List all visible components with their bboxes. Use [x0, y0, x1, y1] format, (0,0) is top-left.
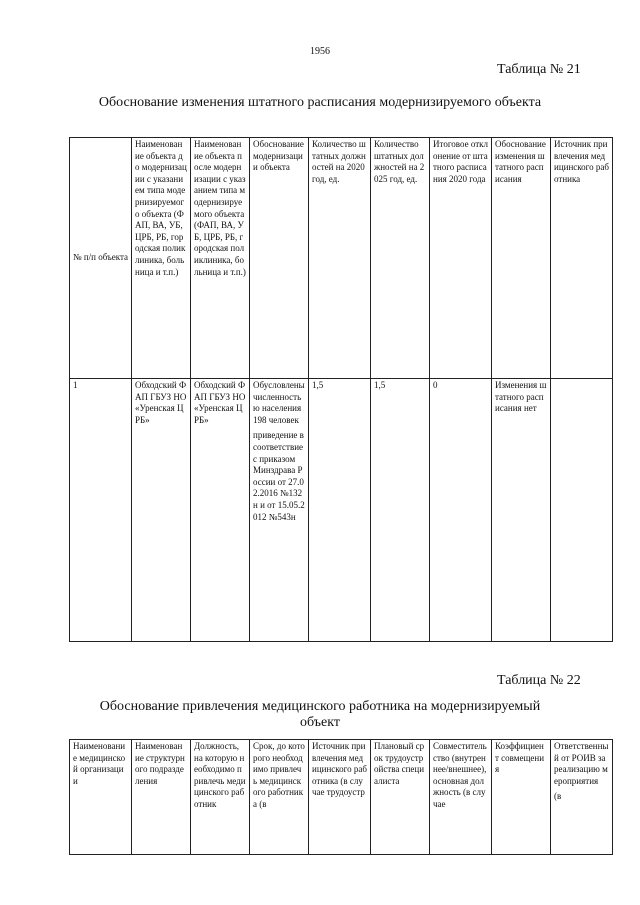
header-cell: Количество штатных должностей на 2025 год, ед.	[371, 138, 430, 379]
header-cell: Источник привлечения медицинского работника	[551, 138, 613, 379]
table-21-header-row	[70, 138, 613, 379]
table-21-title: Обоснование изменения штатного расписания модернизируемого объекта	[98, 95, 542, 110]
responsible-text: Ответственный от РОИВ за реализацию мероприятия	[554, 741, 609, 786]
header-cell: Плановый срок трудоустройства специалиста	[371, 740, 430, 855]
header-cell: Итоговое отклонение от штатного расписания 2020 года	[430, 138, 492, 379]
header-cell: Обоснование изменения штатного расписания	[492, 138, 551, 379]
header-cell: Обоснование модернизации объекта	[250, 138, 309, 379]
header-cell: Наименование структурного подразделения	[132, 740, 191, 855]
header-cell: Должность, на которую необходимо привлечь медицинского работник	[191, 740, 250, 855]
table-22-title: Обоснование привлечения медицинского работника на модернизируемый объект	[99, 699, 541, 730]
table-row	[70, 379, 613, 642]
header-cell: Совместительство (внутреннее/внешнее), основная должность (в случае	[430, 740, 492, 855]
cell-name-before: Обходский ФАП ГБУЗ НО «Уренская ЦРБ»	[132, 379, 191, 642]
table-21-label: Таблица № 21	[497, 62, 581, 77]
header-cell: Наименование объекта до модернизации с указанием типа модернизируемого объекта (ФАП, ВА, УБ, ЦРБ, РБ, городская поликлиника, больница и т.п.)	[132, 138, 191, 379]
header-cell-responsible	[551, 740, 613, 855]
cell-justification	[250, 379, 309, 642]
responsible-text-cont: (в	[554, 791, 562, 802]
header-cell: Срок, до которого необходимо привлечь медицинского работника (в	[250, 740, 309, 855]
header-cell: № п/п объекта	[70, 138, 132, 379]
justification-text-1: Обусловлены численностью населения 198 человек	[253, 380, 305, 425]
header-cell: Источник привлечения медицинского работника (в случае трудоустр	[309, 740, 371, 855]
cell-change-reason: Изменения штатного расписания нет	[492, 379, 551, 642]
justification-text-2: приведение в соответствие с приказом Минздрава России от 27.02.2016 №132н и от 15.05.2012 №543н	[253, 430, 305, 522]
cell-source	[551, 379, 613, 642]
header-cell: Коэффициент совмещения	[492, 740, 551, 855]
cell-staff-2020: 1,5	[309, 379, 371, 642]
table-21	[69, 137, 613, 642]
cell-name-after: Обходский ФАП ГБУЗ НО «Уренская ЦРБ»	[191, 379, 250, 642]
cell-deviation: 0	[430, 379, 492, 642]
table-22-label: Таблица № 22	[497, 673, 581, 688]
cell-staff-2025: 1,5	[371, 379, 430, 642]
header-cell: Наименование медицинской организации	[70, 740, 132, 855]
table-22	[69, 739, 613, 855]
cell-num: 1	[70, 379, 132, 642]
page-number: 1956	[310, 46, 330, 57]
table-22-header-row	[70, 740, 613, 855]
header-cell: Количество штатных должностей на 2020 год, ед.	[309, 138, 371, 379]
header-cell: Наименование объекта после модернизации с указанием типа модернизируемого объекта (ФАП, ВА, УБ, ЦРБ, РБ, городская поликлиника, больница и т.п.)	[191, 138, 250, 379]
